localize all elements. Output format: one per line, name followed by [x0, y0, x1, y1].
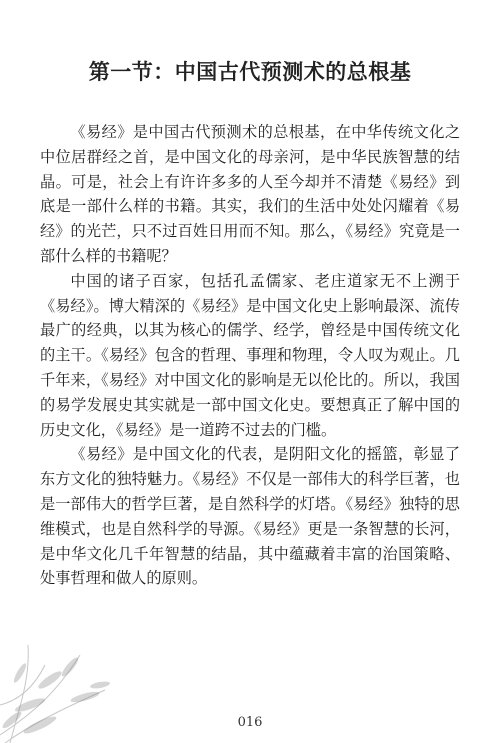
paragraph-2: 中国的诸子百家，包括孔孟儒家、老庄道家无不上溯于《易经》。博大精深的《易经》是中国文化史上影响最深、流传最广的经典，以其为核心的儒学、经学，曾经是中国传统文化的主干。《易经》包含的哲理、事理和物理，令人叹为观止。几千年来，《易经》对中国文化的影响是无以伦比的。所以，我国的易学发展史其实就是一部中国文化史。要想真正了解中国的历史文化，《易经》是一道跨不过去的门槛。	[40, 271, 460, 439]
paragraph-3: 《易经》是中国文化的代表，是阴阳文化的摇篮，彰显了东方文化的独特魅力。《易经》不仅是一部伟大的科学巨著，也是一部伟大的哲学巨著，是自然科学的灯塔。《易经》独特的思维模式，也是自然科学的导源。《易经》更是一条智慧的长河，是中华文化几千年智慧的结晶，其中蕴藏着丰富的治国策略、处事哲理和做人的原则。	[40, 445, 460, 588]
body-text	[40, 120, 460, 591]
paragraph-1: 《易经》是中国古代预测术的总根基，在中华传统文化之中位居群经之首，是中国文化的母亲河，是中华民族智慧的结晶。可是，社会上有许许多多的人至今却并不清楚《易经》到底是一部什么样的书籍。其实，我们的生活中处处闪耀着《易经》的光芒，只不过百姓日用而不知。那么，《易经》究竟是一部什么样的书籍呢？	[40, 123, 460, 265]
section-title: 第一节：中国古代预测术的总根基	[88, 60, 412, 84]
page-number: 016	[237, 715, 263, 730]
